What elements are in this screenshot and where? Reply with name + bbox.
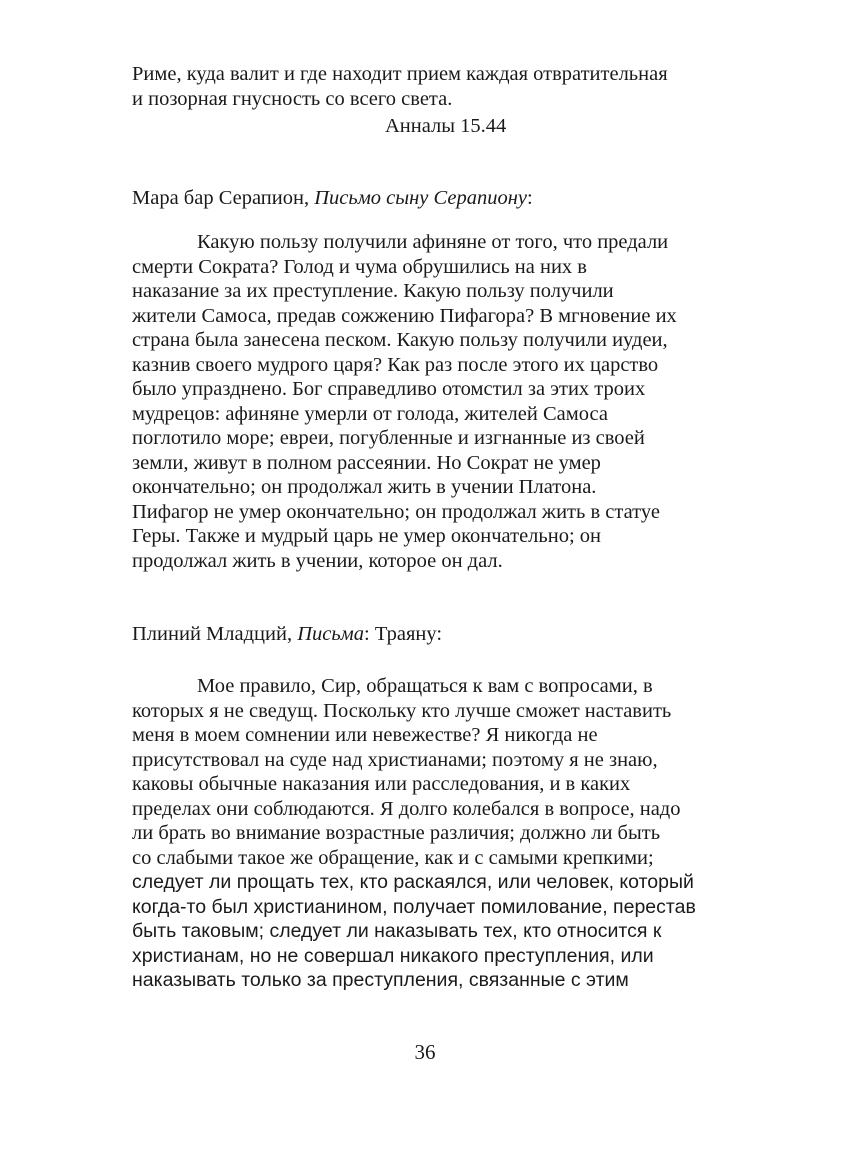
paragraph-line: жители Самоса, предав сожжению Пифагора? В мгновение их bbox=[132, 304, 677, 327]
quote-line: и позорная гнусность со всего света. bbox=[132, 87, 453, 110]
paragraph-line: каковы обычные наказания или расследования, и в каких bbox=[132, 773, 631, 795]
paragraph-line: присутствовал на суде над христианами; поэтому я не знаю, bbox=[132, 748, 658, 771]
paragraph-line: смерти Сократа? Голод и чума обрушились на них в bbox=[132, 255, 587, 278]
paragraph-line: меня в моем сомнении или невежестве? Я никогда не bbox=[132, 724, 598, 746]
paragraph-line: ли брать во внимание возрастные различия; должно ли быть bbox=[132, 822, 661, 844]
paragraph-line: наказывать только за преступления, связанные с этим bbox=[132, 969, 629, 991]
quote-citation: Анналы 15.44 bbox=[385, 115, 507, 137]
heading-author: Мара бар Серапион, bbox=[132, 187, 315, 209]
paragraph-line: страна была занесена песком. Какую пользу получили иудеи, bbox=[132, 329, 668, 351]
paragraph-line: пределах они соблюдаются. Я долго колебался в вопросе, надо bbox=[132, 797, 681, 820]
paragraph-line: Геры. Также и мудрый царь не умер окончательно; он bbox=[132, 525, 602, 547]
paragraph-line: Какую пользу получили афиняне от того, что предали bbox=[197, 231, 669, 253]
paragraph-line: земли, живут в полном рассеянии. Но Сократ не умер bbox=[132, 451, 601, 474]
paragraph-line: следует ли прощать тех, кто раскаялся, или человек, который bbox=[132, 871, 694, 893]
paragraph-line: было упразднено. Бог справедливо отомстил за этих троих bbox=[132, 378, 646, 400]
heading-work: Письма bbox=[297, 623, 365, 645]
paragraph-line: со слабыми такое же обращение, как и с самыми крепкими; bbox=[132, 846, 654, 869]
paragraph-line: которых я не сведущ. Поскольку кто лучше сможет наставить bbox=[132, 699, 672, 722]
paragraph-line: быть таковым; следует ли наказывать тех, кто относится к bbox=[132, 920, 662, 942]
paragraph-line: поглотило море; евреи, погубленные и изгнанные из своей bbox=[132, 427, 645, 449]
paragraph-line: Пифагор не умер окончательно; он продолжал жить в статуе bbox=[132, 500, 660, 523]
section-heading-mara bbox=[132, 186, 533, 211]
section-heading-pliny bbox=[132, 622, 442, 647]
paragraph-line: казнив своего мудрого царя? Как раз после этого их царство bbox=[132, 353, 659, 376]
paragraph-pliny-continued bbox=[132, 870, 732, 993]
paragraph-line: наказание за их преступление. Какую пользу получили bbox=[132, 280, 614, 302]
page-number: 36 bbox=[414, 1040, 436, 1064]
paragraph-line: мудрецов: афиняне умерли от голода, жителей Самоса bbox=[132, 402, 608, 425]
heading-suffix: : bbox=[526, 187, 533, 209]
top-quote bbox=[132, 62, 732, 111]
paragraph-mara bbox=[132, 230, 732, 573]
heading-work: Письмо сыну Серапиону bbox=[314, 187, 527, 209]
paragraph-pliny bbox=[132, 674, 732, 870]
paragraph-line: Мое правило, Сир, обращаться к вам с вопросами, в bbox=[197, 675, 653, 697]
paragraph-line: продолжал жить в учении, которое он дал. bbox=[132, 549, 503, 572]
paragraph-line: христианам, но не совершал никакого преступления, или bbox=[132, 944, 654, 967]
paragraph-line: окончательно; он продолжал жить в учении Платона. bbox=[132, 476, 597, 498]
heading-suffix: : Траяну: bbox=[364, 623, 443, 645]
heading-author: Плиний Младций, bbox=[132, 623, 298, 645]
paragraph-line: когда-то был христианином, получает помилование, перестав bbox=[132, 895, 696, 918]
quote-line: Риме, куда валит и где находит прием каждая отвратительная bbox=[132, 63, 668, 85]
